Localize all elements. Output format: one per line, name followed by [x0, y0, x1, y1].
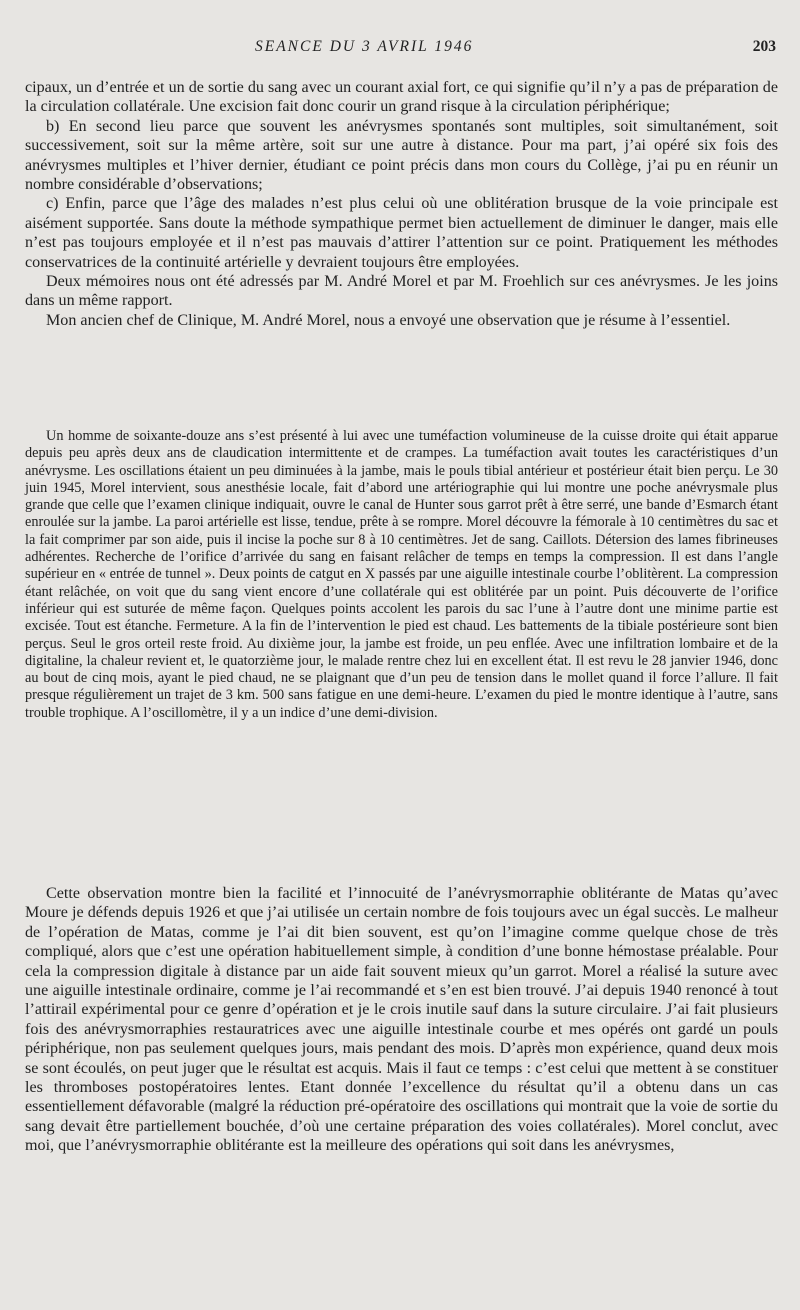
paragraph-continuation: cipaux, un d’entrée et un de sortie du sang avec un courant axial fort, ce qui signifie qu’il n’y a pas de préparation de la circulation collatérale. Une excision fait donc courir un grand risque à la circulation périphérique;: [25, 79, 778, 116]
main-text: [25, 78, 778, 330]
case-report-text: Un homme de soixante-douze ans s’est présenté à lui avec une tuméfaction volumineuse de la cuisse droite qui était apparue depuis peu après deux ans de claudication intermittente et de crampes. La tuméfaction avait toutes les caractéristiques d’un anévrysme. Les oscillations étaient un peu diminuées à la jambe, mais le pouls tibial antérieur et postérieur était bien perçu. Le 30 juin 1945, Morel intervient, sous anesthésie locale, fait d’abord une artériographie qui lui montre une poche anévrysmale plus grande que celle que l’examen clinique indiquait, ouvre le canal de Hunter sous garrot prêt à être serré, une bande d’Esmarch étant enroulée sur la jambe. La paroi artérielle est lisse, tendue, prête à se rompre. Morel découvre la fémorale à 10 centimètres du sac et la fait comprimer par son aide, puis il incise la poche sur 8 à 10 centimètres. Jet de sang. Caillots. Détersion des lames fibrineuses adhérentes. Recherche de l’orifice d’arrivée du sang en faisant relâcher de temps en temps la compression. Il est dans l’angle supérieur en « entrée de tunnel ». Deux points de catgut en X passés par une aiguille intestinale courbe l’oblitèrent. La compression étant relâchée, on voit que du sang vient encore d’une collatérale qui est oblitérée par un point. Puis découverte de l’orifice inférieur qui est suturée de même façon. Quelques points accolent les parois du sac l’une à l’autre dont une minime partie est excisée. Tout est étanche. Fermeture. A la fin de l’intervention le pied est chaud. Les battements de la tibiale postérieure sont bien perçus. Seul le gros orteil reste froid. Au dixième jour, la jambe est froide, un peu enflée. Avec une infiltration lombaire et de la digitaline, la chaleur revient et, le quatorzième jour, le malade rentre chez lui en excellent état. Il est revu le 28 janvier 1946, donc au bout de cinq mois, ayant le pied chaud, ne se plaignant que d’un peu de tension dans le mollet quand il force l’allure. Il fait presque régulièrement un trajet de 3 km. 500 sans fatigue en une demi-heure. L’examen du pied le montre identique à l’autre, sans trouble trophique. A l’oscillomètre, il y a un indice d’une demi-division.: [25, 428, 778, 721]
discussion: [25, 884, 778, 1156]
discussion-text: Cette observation montre bien la facilité et l’innocuité de l’anévrysmorraphie oblitérante de Matas qu’avec Moure je défends depuis 1926 et que j’ai utilisée un certain nombre de fois toujours avec un égal succès. Le malheur de l’opération de Matas, comme je l’ai dit bien souvent, est qu’on l’imagine comme quelque chose de très compliqué, alors que c’est une opération habituellement simple, à condition d’une bonne hémostase préalable. Pour cela la compression digitale à distance par un aide fait souvent mieux qu’un garrot. Morel a réalisé la suture avec une aiguille intestinale ordinaire, comme je l’ai recommandé et s’en est bien trouvé. J’ai depuis 1940 renoncé à tout l’attirail expérimental pour ce genre d’opération et je le crois inutile sauf dans la suture circulaire. J’ai fait plusieurs fois des anévrysmorraphies restauratrices avec une aiguille intestinale courbe et mes opérés ont gardé un pouls périphérique, non pas seulement quelques jours, mais pendant des mois. D’après mon expérience, quand deux mois se sont écoulés, on peut juger que le résultat est acquis. Mais il faut ce temps : c’est celui que mettent à se constituer les thromboses postopératoires lentes. Etant donnée l’excellence du résultat qu’il a obtenu dans un cas essentiellement défavorable (malgré la réduction pré-opératoire des oscillations qui montrait que la voie de sortie du sang devait être partiellement bouchée, d’où une certaine préparation des voies collatérales). Morel conclut, avec moi, que l’anévrysmorraphie oblitérante est la meilleure des opérations qui soit dans les anévrysmes,: [25, 885, 778, 1155]
page-number: 203: [752, 38, 776, 55]
running-title: SEANCE DU 3 AVRIL 1946: [255, 38, 474, 55]
paragraph-memoires: Deux mémoires nous ont été adressés par M. André Morel et par M. Froehlich sur ces anévrysmes. Je les joins dans un même rapport.: [25, 273, 778, 310]
paragraph-point-c: c) Enfin, parce que l’âge des malades n’est plus celui où une oblitération brusque de la voie principale est aisément supportée. Sans doute la méthode sympathique permet bien actuellement de diminuer le danger, mais elle n’est pas toujours employée et il n’est pas mauvais d’attirer l’attention sur ce point. Pratiquement les méthodes conservatrices de la continuité artérielle y devraient toujours être employées.: [25, 195, 778, 271]
running-header: [25, 38, 778, 60]
paragraph-observation-intro: Mon ancien chef de Clinique, M. André Morel, nous a envoyé une observation que je résume à l’essentiel.: [46, 311, 731, 329]
paragraph-point-b: b) En second lieu parce que souvent les anévrysmes spontanés sont multiples, soit simultanément, soit successivement, soit sur la même artère, soit sur une autre à distance. Pour ma part, j’ai opéré six fois des anévrysmes multiples et l’hiver dernier, étudiant ce point précis dans mon cours du Collège, j’ai pu en réunir un nombre considérable d’observations;: [25, 117, 778, 194]
case-report: [25, 428, 778, 722]
